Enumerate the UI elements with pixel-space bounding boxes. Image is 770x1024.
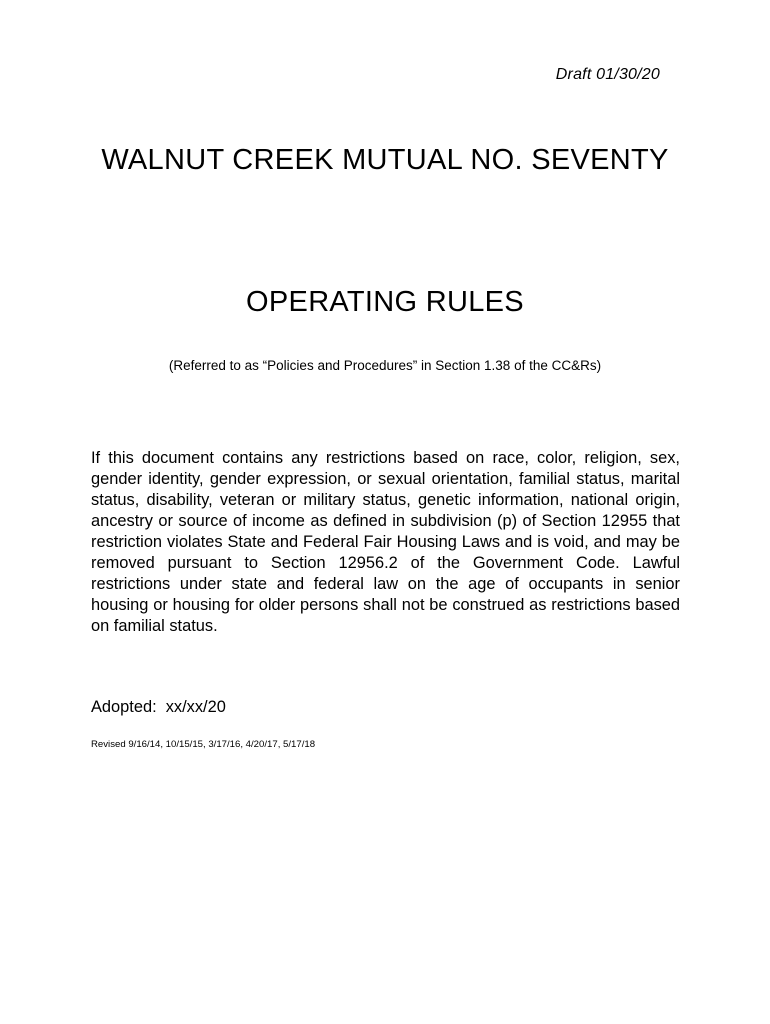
document-subtitle: (Referred to as “Policies and Procedures” in Section 1.38 of the CC&Rs) [168, 358, 602, 373]
draft-date-label: Draft 01/30/20 [555, 66, 660, 83]
adopted-date: Adopted: xx/xx/20 [91, 698, 226, 716]
document-title: OPERATING RULES [246, 286, 524, 318]
organization-title: WALNUT CREEK MUTUAL NO. SEVENTY [101, 144, 669, 176]
fair-housing-disclaimer: If this document contains any restrictions based on race, color, religion, sex, gender identity, gender expression, or sexual orientation, familial status, marital status, disability, veteran or military status, genetic information, national origin, ancestry or source of income as defined in subdivision (p) of Section 12955 that restriction violates State and Federal Fair Housing Laws and is void, and may be removed pursuant to Section 12956.2 of the Government Code. Lawful restrictions under state and federal law on the age of occupants in senior housing or housing for older persons shall not be construed as restrictions based on familial status. [91, 449, 680, 635]
revision-history: Revised 9/16/14, 10/15/15, 3/17/16, 4/20/17, 5/17/18 [91, 739, 316, 750]
